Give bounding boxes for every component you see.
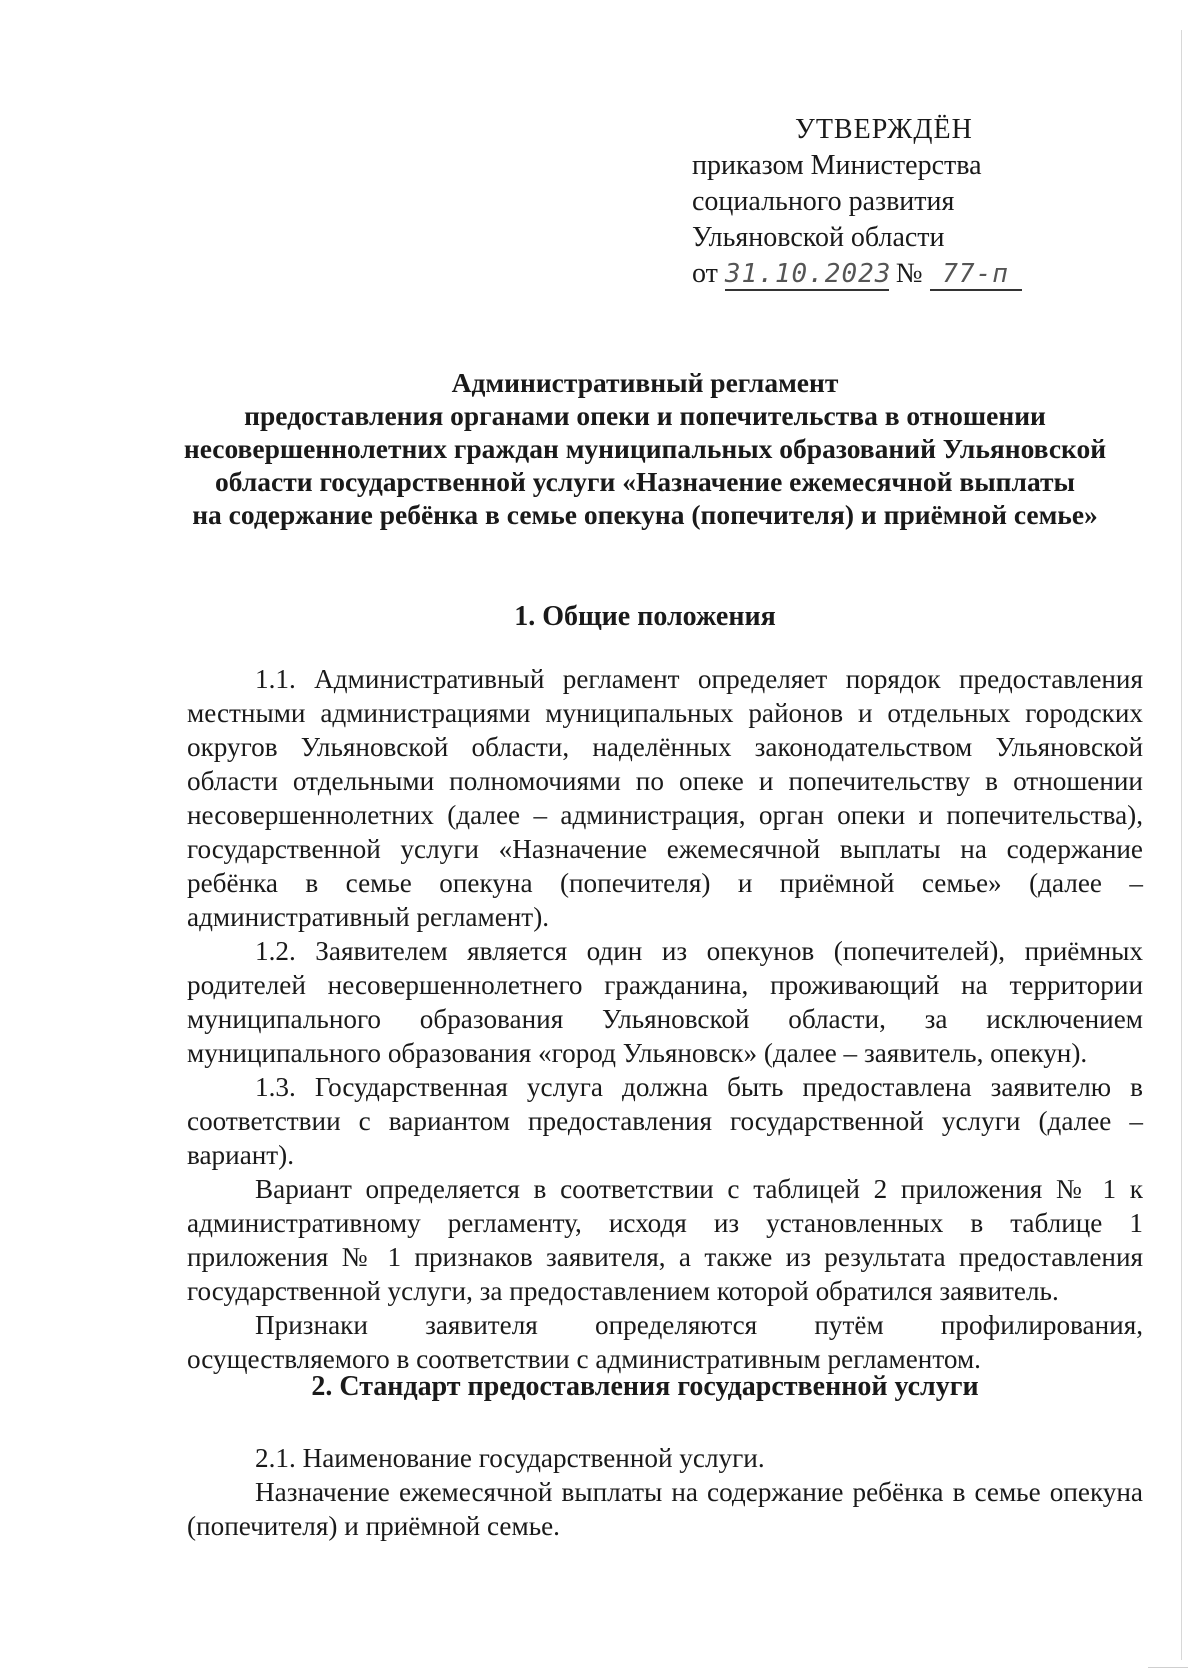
paragraph-service-name: Назначение ежемесячной выплаты на содержание ребёнка в семье опекуна (попечителя) и приёмной семье. (187, 1477, 1143, 1541)
section-2-heading: 2. Стандарт предоставления государственной услуги (311, 1371, 979, 1402)
approval-date-line (692, 256, 1112, 292)
handwritten-number: 77-п (930, 259, 1022, 291)
handwritten-date: 31.10.2023 (724, 259, 892, 289)
section-1-body (187, 662, 1143, 1376)
approval-stamp-block (692, 112, 1112, 292)
title-line-5: на содержание ребёнка в семье опекуна (попечителя) и приёмной семье» (192, 499, 1098, 530)
paragraph-applicant-signs: Признаки заявителя определяются путём профилирования, осуществляемого в соответствии с административным регламентом. (187, 1310, 1143, 1374)
approval-line-1: приказом Министерства (692, 150, 982, 181)
paragraph-variant: Вариант определяется в соответствии с таблицей 2 приложения № 1 к административному регламенту, исходя из установленных в таблице 1 приложения № 1 признаков заявителя, а также из результата предоставления государственной услуги, за предоставлением которой обратился заявитель. (187, 1174, 1143, 1306)
title-line-2: предоставления органами опеки и попечительства в отношении (244, 400, 1046, 431)
approval-line-3: Ульяновской области (692, 222, 945, 253)
paragraph-2-1: 2.1. Наименование государственной услуги. (255, 1443, 765, 1473)
title-line-1: Административный регламент (451, 367, 839, 398)
approved-label: УТВЕРЖДЁН (795, 114, 973, 145)
scan-edge-mark (1148, 1667, 1188, 1668)
approval-line-2: социального развития (692, 186, 955, 217)
title-line-4: области государственной услуги «Назначение ежемесячной выплаты (215, 466, 1075, 497)
date-prefix: от (692, 258, 718, 289)
number-prefix: № (895, 258, 923, 289)
title-line-3: несовершеннолетних граждан муниципальных образований Ульяновской (183, 433, 1107, 464)
scan-edge-line (1181, 30, 1182, 1660)
paragraph-1-2: 1.2. Заявителем является один из опекунов (попечителей), приёмных родителей несовершеннолетнего гражданина, проживающий на территории муниципального образования Ульяновской области, за исключением муниципального образования «город Ульяновск» (далее – заявитель, опекун). (187, 936, 1143, 1068)
document-title (150, 366, 1140, 531)
paragraph-1-1: 1.1. Административный регламент определяет порядок предоставления местными администрациями муниципальных районов и отдельных городских округов Ульяновской области, наделённых законодательством Ульяновской области отдельными полномочиями по опеке и попечительству в отношении несовершеннолетних (далее – администрация, орган опеки и попечительства), государственной услуги «Назначение ежемесячной выплаты на содержание ребёнка в семье опекуна (попечителя) и приёмной семье» (далее – административный регламент). (187, 664, 1143, 932)
section-1-heading: 1. Общие положения (514, 601, 776, 632)
paragraph-1-3: 1.3. Государственная услуга должна быть предоставлена заявителю в соответствии с вариантом предоставления государственной услуги (далее – вариант). (187, 1072, 1143, 1170)
section-2-body (187, 1441, 1143, 1543)
